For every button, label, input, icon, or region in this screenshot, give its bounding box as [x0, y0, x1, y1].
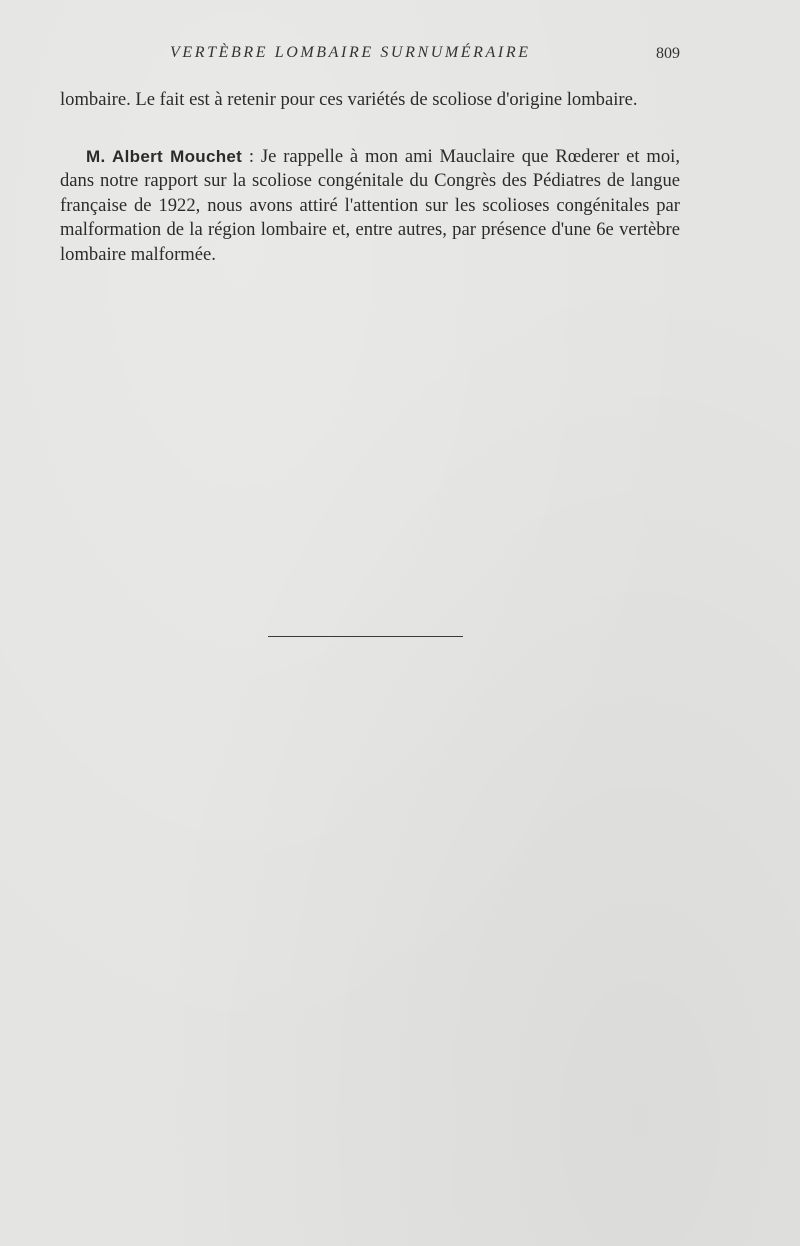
- running-head: [60, 44, 680, 68]
- running-title: VERTÈBRE LOMBAIRE SURNUMÉRAIRE: [170, 44, 531, 61]
- speaker-name: M. Albert Mouchet: [86, 146, 243, 166]
- section-divider: [268, 636, 463, 637]
- paragraph-mouchet-text: : Je rappelle à mon ami Mauclaire que Rœderer et moi, dans notre rapport sur la scoliose congénitale du Congrès des Pédiatres de langue française de 1922, nous avons attiré l'attention sur les scolioses congénitales par malformation de la région lombaire et, entre autres, par présence d'une 6e vertèbre lombaire malformée.: [60, 145, 680, 265]
- page-number: 809: [656, 45, 680, 62]
- paragraph-continuation: lombaire. Le fait est à retenir pour ces variétés de scoliose d'origine lombaire.: [60, 89, 638, 110]
- body-text: [60, 88, 680, 267]
- paragraph-mouchet: [60, 145, 680, 268]
